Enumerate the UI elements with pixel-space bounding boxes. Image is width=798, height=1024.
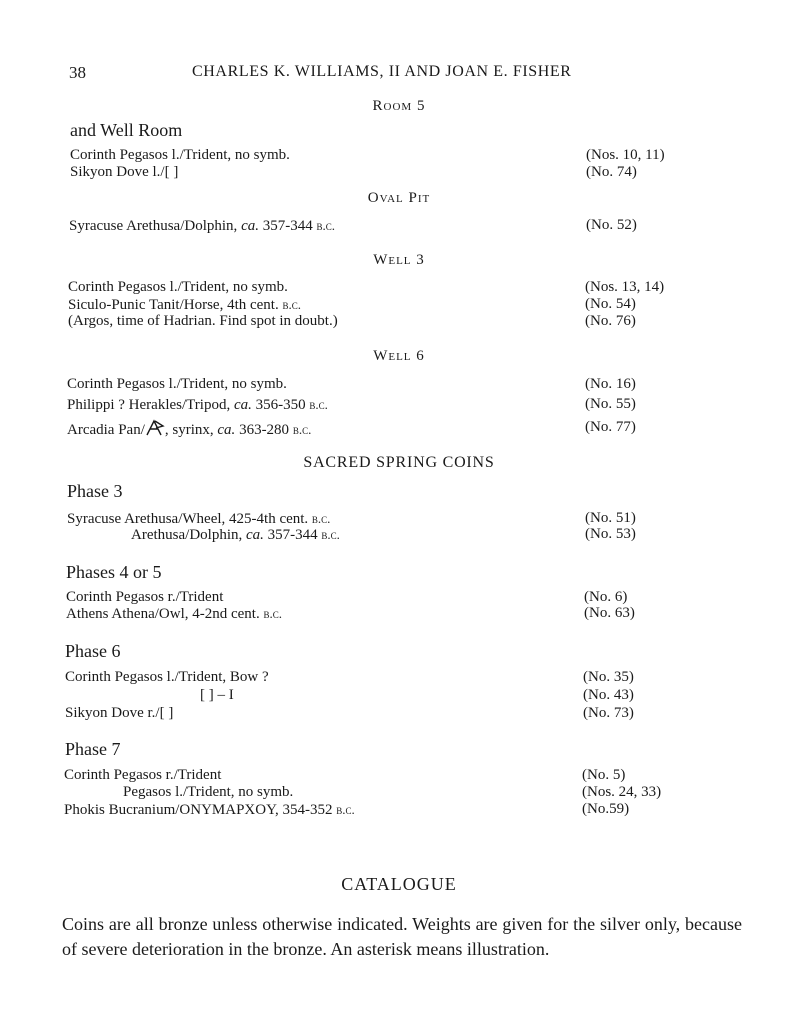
entry-text: Sikyon Dove l./[ ] (70, 164, 179, 180)
entry-text: Corinth Pegasos l./Trident, no symb. (68, 279, 288, 295)
section-heading-well6: Well 6 (373, 348, 425, 364)
entry-text: Phokis Bucranium/ONYMAPXOY, 354-352 b.c. (64, 802, 355, 818)
phase-heading: Phase 6 (65, 641, 121, 661)
entry-text: Arcadia Pan/ , syrinx, ca. 363-280 b.c. (67, 419, 311, 439)
entry-text: Corinth Pegasos l./Trident, no symb. (70, 147, 290, 163)
entry-ref: (Nos. 24, 33) (582, 784, 662, 800)
running-head: CHARLES K. WILLIAMS, II AND JOAN E. FISHER (192, 63, 572, 80)
entry-text: Arethusa/Dolphin, ca. 357-344 b.c. (131, 527, 340, 543)
entry-ref: (No. 16) (585, 376, 636, 392)
section-heading-oval-pit: Oval Pit (367, 190, 431, 206)
entry-ref: (No. 74) (586, 164, 637, 180)
entry-ref: (Nos. 13, 14) (585, 279, 665, 295)
entry-text: [ ] – I (200, 687, 234, 703)
entry-ref: (No.59) (582, 801, 630, 817)
entry-text: Philippi ? Herakles/Tripod, ca. 356-350 b.c. (67, 397, 328, 413)
entry-text: Syracuse Arethusa/Dolphin, ca. 357-344 b.c. (69, 218, 335, 234)
entry-ref: (No. 5) (582, 767, 626, 783)
entry-ref: (No. 6) (584, 589, 628, 605)
entry-text: Pegasos l./Trident, no symb. (123, 784, 294, 800)
entry-text: (Argos, time of Hadrian. Find spot in doubt.) (68, 313, 338, 329)
entry-text: Syracuse Arethusa/Wheel, 425-4th cent. b.c. (67, 511, 331, 527)
entry-text: Sikyon Dove r./[ ] (65, 705, 174, 721)
entry-ref: (No. 76) (585, 313, 636, 329)
section-heading-well3: Well 3 (373, 252, 425, 268)
section-heading-room5: Room 5 (372, 98, 426, 114)
entry-ref: (No. 43) (583, 687, 634, 703)
catalogue-heading: CATALOGUE (341, 874, 457, 894)
phase-heading: Phase 3 (67, 481, 123, 501)
phase-heading: Phases 4 or 5 (66, 562, 162, 582)
phase-heading: Phase 7 (65, 739, 121, 759)
entry-text: Corinth Pegasos l./Trident, Bow ? (65, 669, 269, 685)
subheading-well-room: and Well Room (70, 120, 183, 140)
entry-ref: (No. 51) (585, 510, 636, 526)
entry-ref: (Nos. 10, 11) (586, 147, 665, 163)
entry-ref: (No. 35) (583, 669, 634, 685)
entry-text: Siculo-Punic Tanit/Horse, 4th cent. b.c. (68, 297, 301, 313)
entry-ref: (No. 53) (585, 526, 636, 542)
entry-text: Corinth Pegasos r./Trident (66, 589, 224, 605)
monogram-ar-icon (145, 419, 165, 437)
page-number: 38 (69, 63, 86, 82)
section-heading-sacred-spring: SACRED SPRING COINS (303, 454, 495, 471)
catalogue-paragraph: Coins are all bronze unless otherwise indicated. Weights are given for the silver only, because of severe deterioration in the bronze. An asterisk means illustration. (62, 914, 742, 959)
entry-text: Corinth Pegasos l./Trident, no symb. (67, 376, 287, 392)
entry-ref: (No. 73) (583, 705, 634, 721)
entry-text: Corinth Pegasos r./Trident (64, 767, 222, 783)
entry-ref: (No. 52) (586, 217, 637, 233)
entry-ref: (No. 55) (585, 396, 636, 412)
entry-ref: (No. 77) (585, 419, 636, 435)
entry-ref: (No. 54) (585, 296, 636, 312)
entry-ref: (No. 63) (584, 605, 635, 621)
entry-text: Athens Athena/Owl, 4-2nd cent. b.c. (66, 606, 282, 622)
